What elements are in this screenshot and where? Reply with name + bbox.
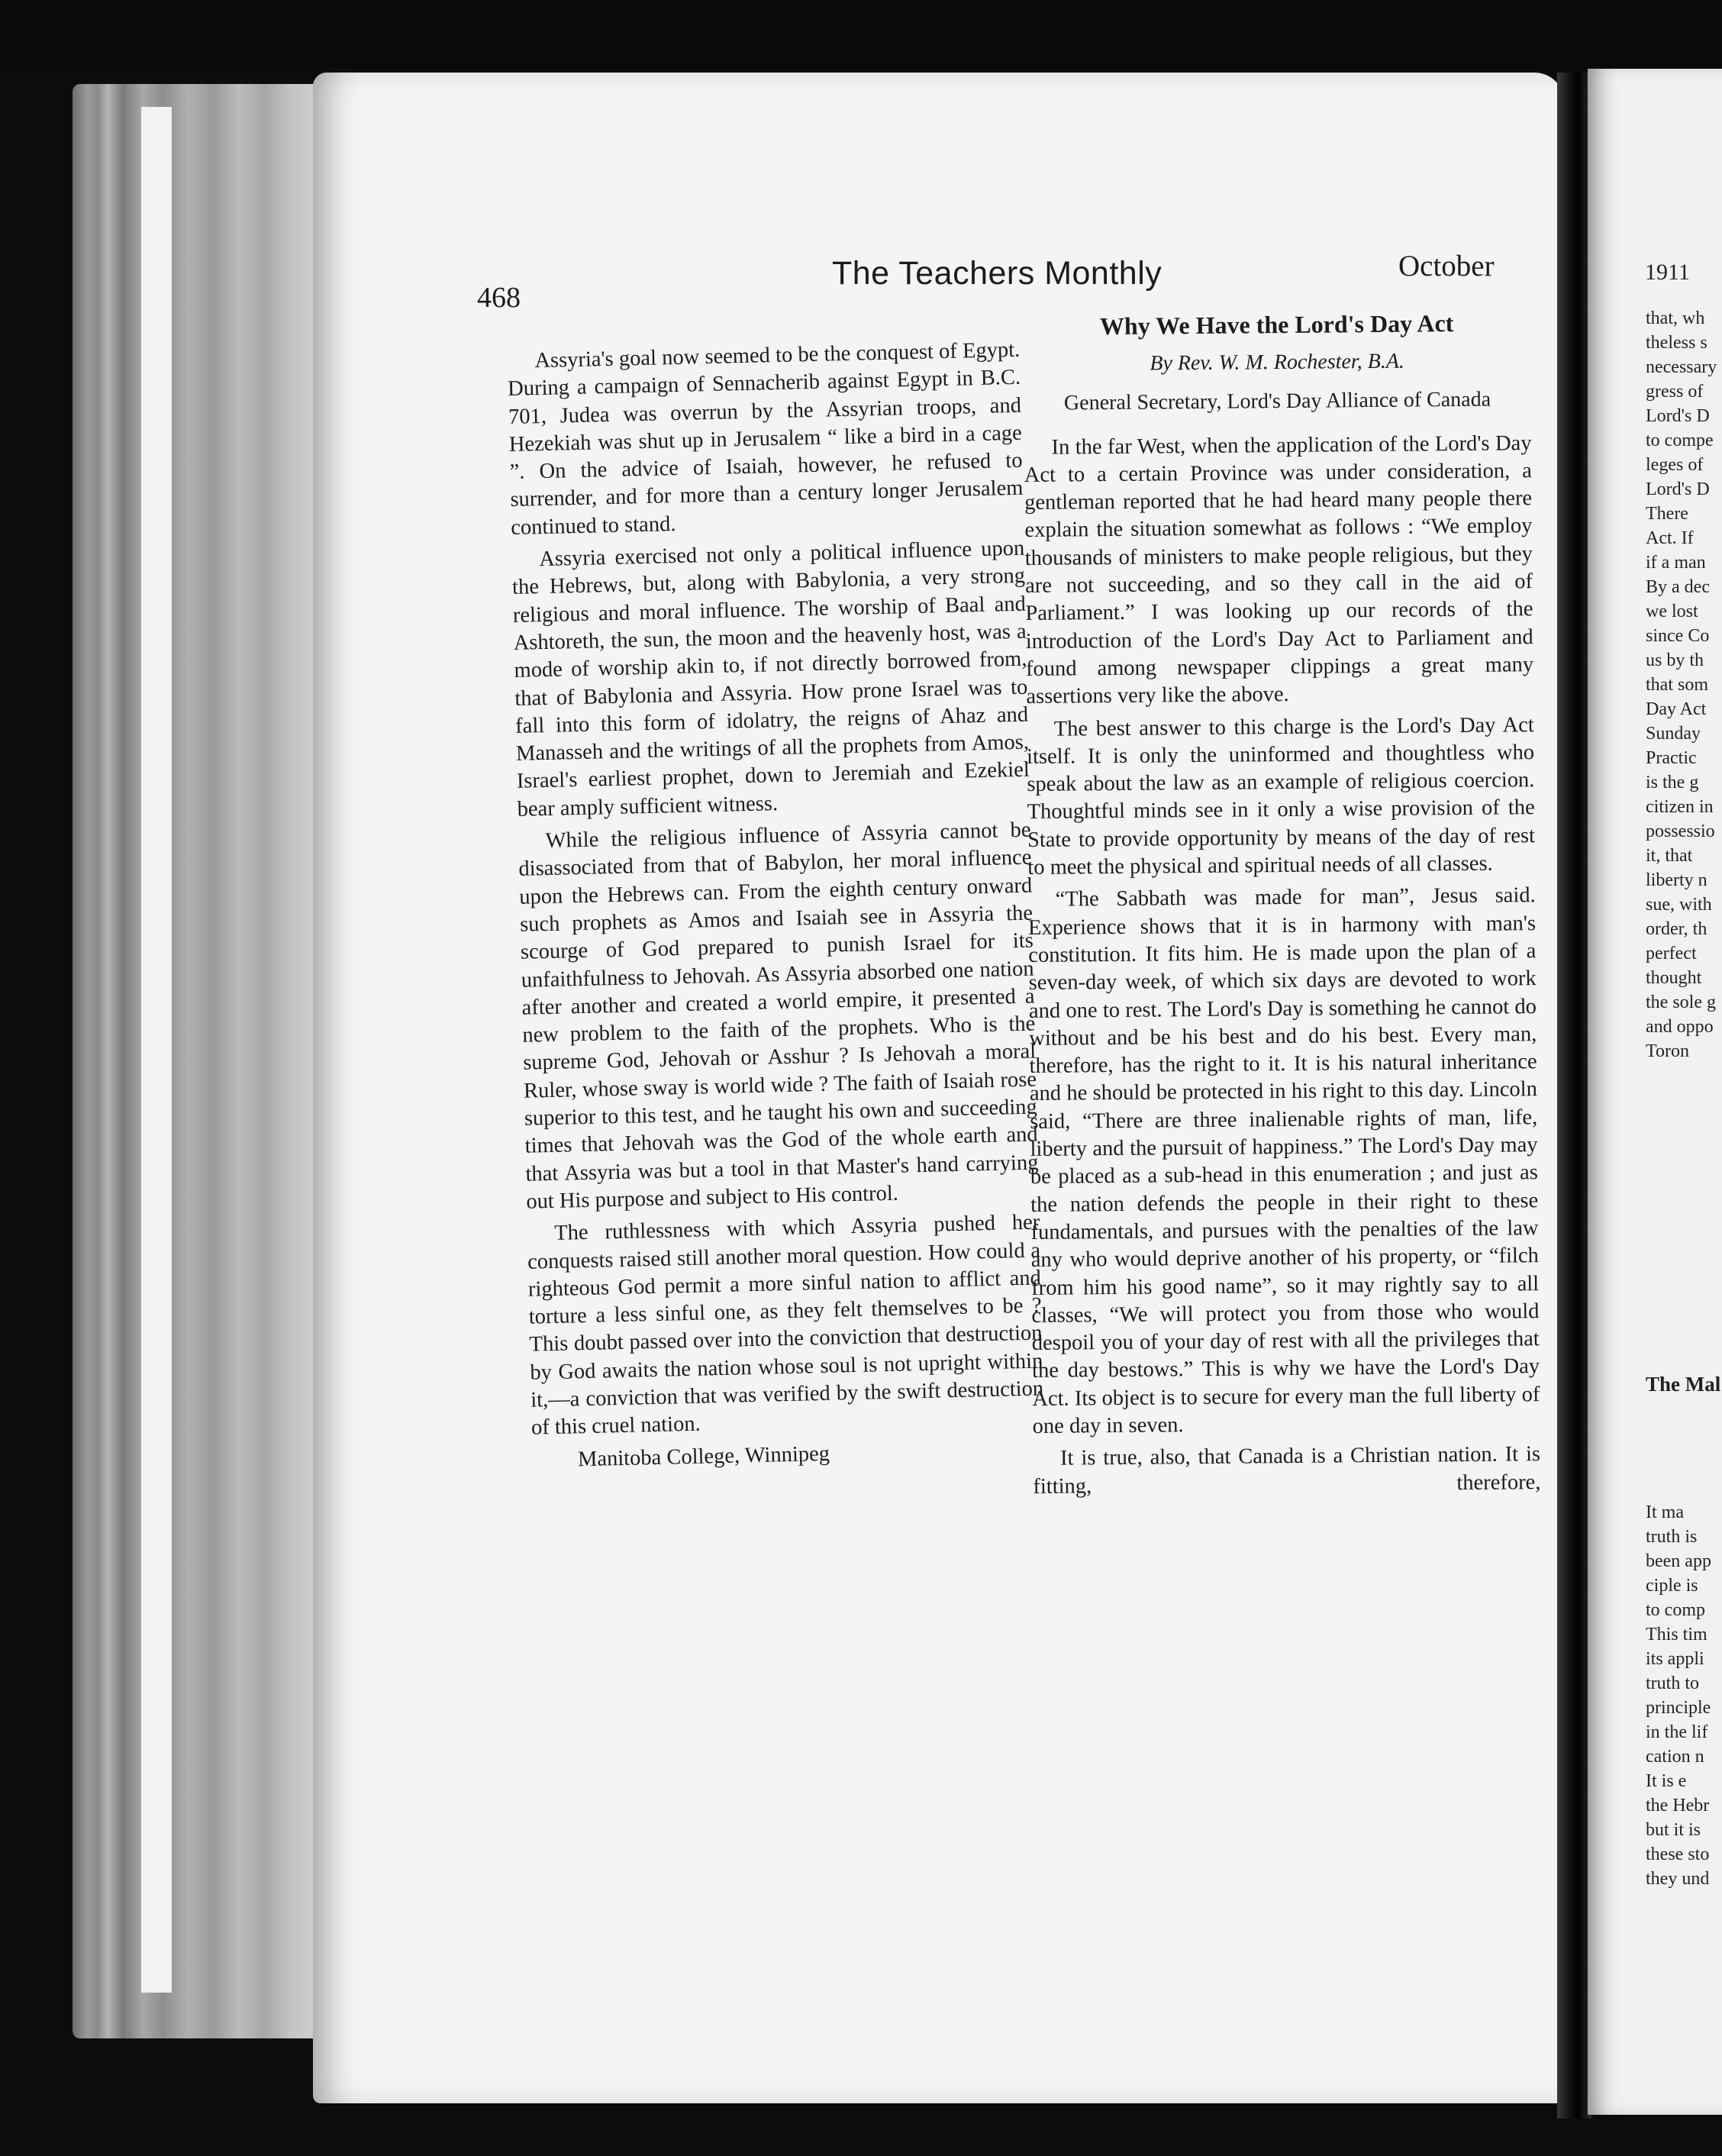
scan-background xyxy=(0,0,1722,69)
facing-text-line: the Hebr xyxy=(1646,1796,1710,1815)
facing-text-line: liberty n xyxy=(1646,870,1707,890)
facing-text-line: is the g xyxy=(1646,773,1699,792)
facing-text-line: but it is xyxy=(1646,1820,1701,1840)
facing-text-line: It is e xyxy=(1646,1771,1687,1791)
paragraph: In the far West, when the application of the Lord's Day Act to a certain Province was under consideration, a gentleman reported that he had heard many people there explain the situation somewhat as follows : “We employ thousands of ministers to make people religious, but they are not succeeding, and so they call in the aid of Parliament.” I was looking up our records of the introduction of the Lord's Day Act to Parliament and found among newspaper clippings a great many assertions very like the above. xyxy=(1024,431,1534,709)
facing-text-line: that, wh xyxy=(1646,308,1705,328)
facing-text-line: principle xyxy=(1646,1698,1711,1718)
facing-text-line: been app xyxy=(1646,1551,1711,1571)
facing-text-line: necessary xyxy=(1646,357,1717,377)
article-title: Why We Have the Lord's Day Act xyxy=(1099,309,1454,341)
page-number: 468 xyxy=(477,282,521,314)
paragraph: “The Sabbath was made for man”, Jesus said. Experience shows that it is in harmony with man's constitution. It fits him. He is made upon the plan of a seven-day week, of which six days are devoted to work and one to rest. The Lord's Day is something he cannot do without and be his best and do his best. Every man, therefore, has the right to it. It is his natural inheritance and he should be protected in his right to this day. Lincoln said, “There are three inalienable rights of man, life, liberty and the pursuit of happiness.” The Lord's Day may be placed as a sub-head in this enumeration ; and just as the nation defends the people in their right to these fundamentals, and pursues with the penalties of the law any who would deprive another of his property, or “filch from him his good name”, so it may rightly say to all classes, “We will protect you from those who would despoil you of your day of rest with all the privileges that the day bestows.” This is why we have the Lord's Day Act. Its object is to secure for every man the full liberty of one day in seven. xyxy=(1027,883,1540,1438)
facing-text-line: theless s xyxy=(1646,333,1707,353)
paragraph: The best answer to this charge is the Lord's Day Act itself. It is only the uninformed and thoughtless who speak about the law as an example of religious coercion. Thoughtful minds see in it only a wise provision of the State to provide opportunity by means of the day of rest to meet the physical and spiritual needs of all classes. xyxy=(1026,712,1536,880)
book-gutter xyxy=(1557,73,1591,2119)
facing-text-line: Toron xyxy=(1646,1041,1689,1061)
facing-text-line: ciple is xyxy=(1646,1576,1698,1596)
paragraph: The ruthlessness with which Assyria pushed her conquests raised still another moral question. How could a righteous God permit a more sinful nation to afflict and torture a less sinful one, as they felt themselves to be ? This doubt passed over into the conviction that destruction by God awaits the nation whose soul is not upright within it,—a conviction that was verified by the swift destruction of this cruel nation. xyxy=(527,1210,1044,1440)
facing-text-line: thought xyxy=(1646,968,1702,988)
facing-text-line: perfect xyxy=(1646,944,1697,963)
right-column xyxy=(1023,308,1541,1506)
author-role: General Secretary, Lord's Day Alliance of Canada xyxy=(1063,387,1491,415)
facing-text-line: By a dec xyxy=(1646,577,1710,597)
facing-text-line: Practic xyxy=(1646,748,1697,768)
facing-text-line: It ma xyxy=(1646,1502,1684,1522)
facing-text-line: cation n xyxy=(1646,1747,1704,1767)
facing-text-line: us by th xyxy=(1646,650,1704,670)
facing-text-line: Sunday xyxy=(1646,724,1701,744)
facing-text-line: since Co xyxy=(1646,626,1710,646)
author-affiliation: Manitoba College, Winnipeg xyxy=(577,1441,830,1471)
facing-text-line: truth to xyxy=(1646,1673,1699,1693)
article-byline: By Rev. W. M. Rochester, B.A. xyxy=(1150,349,1404,376)
facing-text-line: truth is xyxy=(1646,1527,1698,1547)
facing-text-line: we lost xyxy=(1646,602,1698,621)
paragraph: Assyria's goal now seemed to be the conquest of Egypt. During a campaign of Sennacherib against Egypt in B.C. 701, Judea was overrun by the Assyrian troops, and Hezekiah was shut up in Jerusalem “ like a bird in a cage ”. On the advice of Isaiah, however, he refused to surrender, and for more than a century longer Jerusalem continued to stand. xyxy=(507,337,1024,540)
facing-text-line: to comp xyxy=(1646,1600,1705,1620)
facing-text-line: order, th xyxy=(1646,919,1707,939)
facing-text-line: There xyxy=(1646,504,1688,524)
facing-page-number: 1911 xyxy=(1645,260,1690,285)
facing-text-line: they und xyxy=(1646,1869,1710,1889)
paragraph: While the religious influence of Assyria cannot be disassociated from that of Babylon, her moral influence upon the Hebrews can. From the eighth century onward such prophets as Amos and Isaiah see in Assyria the scourge of God prepared to punish Israel for its unfaithfulness to Jehovah. As Assyria absorbed one nation after another and created a world empire, it presented a new problem to the faith of the prophets. Who is the supreme God, Jehovah or Asshur ? Is Jehovah a moral Ruler, whose sway is world wide ? The faith of Isaiah rose superior to this test, and he taught his own and succeeding times that Jehovah was the God of the whole earth and that Assyria was but a tool in that Master's hand carrying out His purpose and subject to His control. xyxy=(518,818,1039,1214)
facing-heading: The Mal xyxy=(1646,1373,1721,1396)
facing-text-line: and oppo xyxy=(1646,1017,1714,1037)
running-title: The Teachers Monthly xyxy=(832,255,1163,292)
facing-text-line: This tim xyxy=(1646,1625,1707,1644)
facing-text-line: the sole g xyxy=(1646,992,1716,1012)
paragraph: It is true, also, that Canada is a Christian nation. It is fitting, therefore, xyxy=(1033,1442,1541,1499)
running-month: October xyxy=(1398,250,1495,282)
facing-text-line: its appli xyxy=(1646,1649,1704,1669)
facing-text-line: to compe xyxy=(1646,431,1714,450)
facing-text-line: gress of xyxy=(1646,382,1704,402)
facing-text-line: possessio xyxy=(1646,821,1715,841)
facing-text-line: in the lif xyxy=(1646,1722,1708,1742)
facing-text-line: leges of xyxy=(1646,455,1704,475)
facing-text-line: sue, with xyxy=(1646,895,1712,915)
left-column xyxy=(507,337,1045,1480)
facing-text-line: that som xyxy=(1646,675,1708,695)
facing-text-line: it, that xyxy=(1646,846,1693,866)
facing-text-line: Act. If xyxy=(1646,528,1694,548)
book-page-edges xyxy=(73,84,324,2038)
facing-text-line: Day Act xyxy=(1646,699,1707,719)
facing-text-line: if a man xyxy=(1646,553,1706,573)
facing-text-line: these sto xyxy=(1646,1845,1710,1864)
facing-text-line: Lord's D xyxy=(1646,479,1710,499)
facing-page xyxy=(1588,69,1722,2115)
facing-text-line: citizen in xyxy=(1646,797,1714,817)
book-edge-highlight xyxy=(141,107,172,1993)
facing-text-line: Lord's D xyxy=(1646,406,1710,426)
paragraph: Assyria exercised not only a political influence upon the Hebrews, but, along with Babylonia, a very strong religious and moral influence. The worship of Baal and Ashtoreth, the sun, the moon and the heavenly host, was a mode of worship akin to, if not directly borrowed from, that of Babylonia and Assyria. How prone Israel was to fall into this form of idolatry, the reigns of Ahaz and Manasseh and the writings of all the prophets from Amos, Israel's earliest prophet, down to Jeremiah and Ezekiel bear amply sufficient witness. xyxy=(511,536,1030,821)
